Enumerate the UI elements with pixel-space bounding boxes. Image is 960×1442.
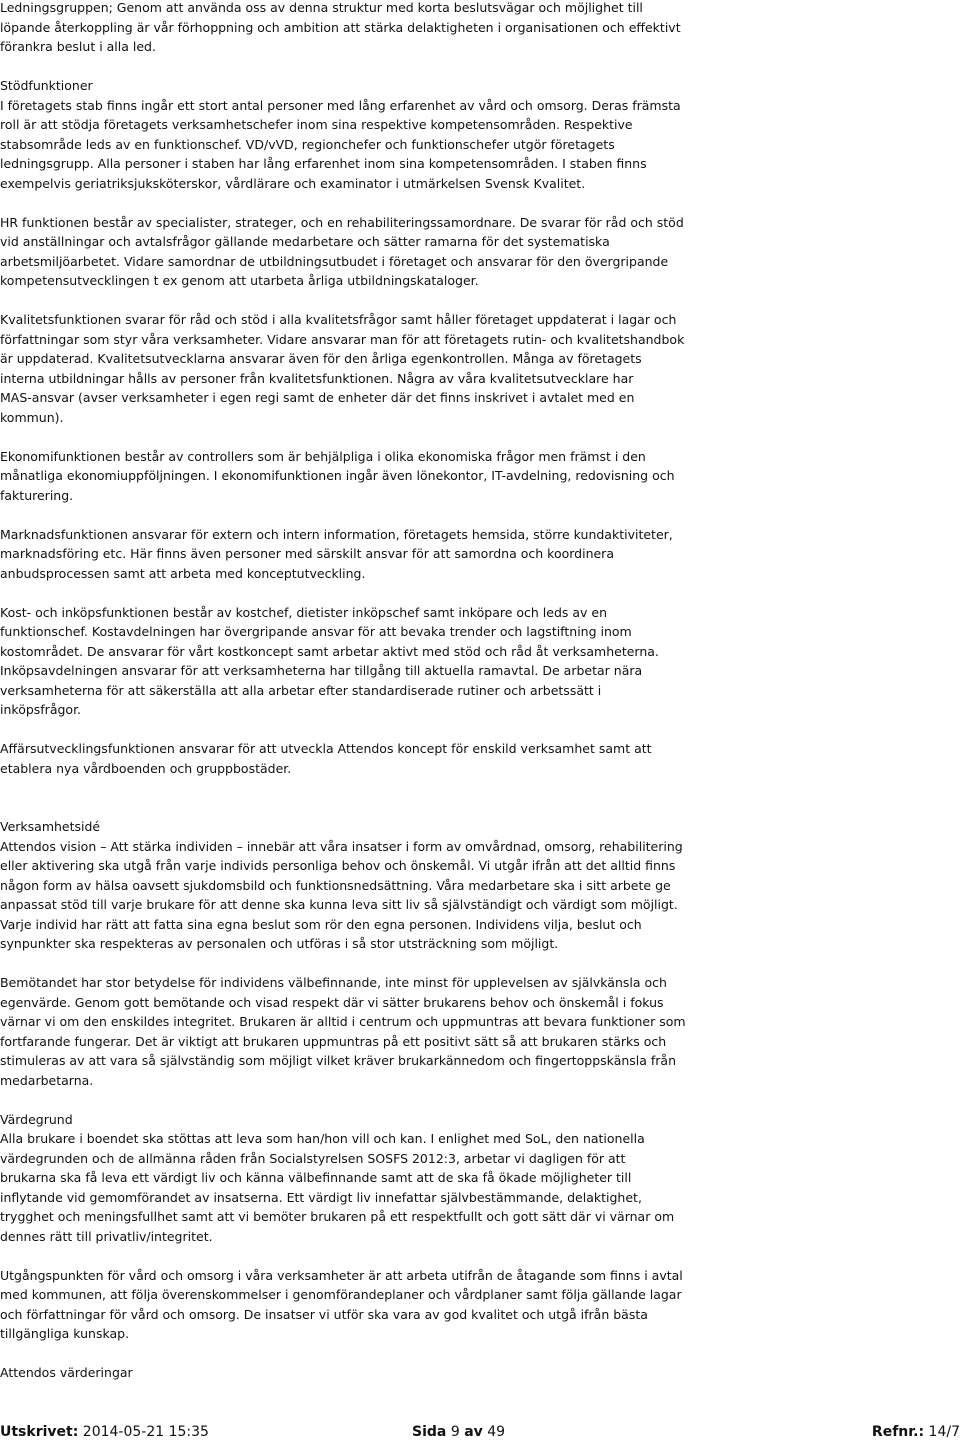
text-line: Stödfunktioner (0, 78, 93, 93)
text-line: MAS-ansvar (avser verksamheter i egen regi samt de enheter där det finns inskrivet i avtalet med en (0, 390, 635, 405)
text-line: brukarna ska få leva ett värdigt liv och känna välbefinnande samt att de ska få ökade möjligheter till (0, 1170, 632, 1185)
paragraph (0, 817, 960, 973)
page-current: 9 (450, 1424, 460, 1440)
paragraph-spacer (0, 505, 960, 525)
text-line: Utgångspunkten för vård och omsorg i våra verksamheter är att arbeta utifrån de åtagande som finns i avtal (0, 1267, 683, 1283)
paragraph (0, 1110, 960, 1266)
paragraph (0, 525, 960, 603)
text-line: förankra beslut i alla led. (0, 39, 156, 54)
text-line: medarbetarna. (0, 1072, 94, 1088)
text-line: Affärsutvecklingsfunktionen ansvarar för att utveckla Attendos koncept för enskild verksamhet samt att (0, 741, 652, 756)
text-line: arbetsmiljöarbetet. Vidare samordnar de utbildningsutbudet i företaget och ansvarar för den övergripande (0, 253, 669, 269)
text-line: Attendos värderingar (0, 1365, 133, 1380)
text-line: dennes rätt till privatliv/integritet. (0, 1228, 213, 1244)
text-line: anpassat stöd till varje brukare för att denne ska kunna leva sitt liv så självständigt och värdigt som möjligt. (0, 897, 678, 912)
text-line: fortfarande fungerar. Det är viktigt att brukaren uppmuntras på ett positivt sätt så att brukaren stärks och (0, 1033, 667, 1049)
paragraph (0, 1363, 960, 1383)
text-line: marknadsföring etc. Här finns även personer med särskilt ansvar för att samordna och koordinera (0, 546, 614, 561)
text-line: kompetensutvecklingen t ex genom att utarbeta årliga utbildningskataloger. (0, 273, 479, 288)
text-line: exempelvis geriatriksjuksköterskor, vårdlärare och examinator i utmärkelsen Svensk Kvalitet. (0, 175, 586, 191)
paragraph (0, 447, 960, 525)
paragraph (0, 1266, 960, 1364)
paragraph-spacer (0, 1344, 960, 1364)
text-line: Bemötandet har stor betydelse för individens välbefinnande, inte minst för upplevelsen av självkänsla och (0, 975, 667, 990)
text-line: synpunkter ska respekteras av personalen och utföras i så stor utsträckning som möjligt. (0, 936, 559, 951)
reference-number (872, 1422, 960, 1442)
paragraph-spacer (0, 778, 960, 798)
text-line: interna utbildningar hålls av personer från kvalitetsfunktionen. Några av våra kvalitetsutvecklare har (0, 370, 634, 386)
page-label: Sida (412, 1424, 447, 1440)
text-line: Värdegrund (0, 1111, 73, 1127)
ref-value: 14/7 (928, 1424, 960, 1440)
paragraph (0, 213, 960, 311)
paragraph (0, 973, 960, 1110)
paragraph-spacer (0, 720, 960, 740)
page-total: 49 (487, 1424, 506, 1440)
text-line: verksamheterna för att säkerställa att alla arbetar efter standardiserade rutiner och arbetssätt i (0, 682, 602, 698)
text-line: anbudsprocessen samt att arbeta med konceptutveckling. (0, 565, 366, 581)
printed-value: 2014-05-21 15:35 (82, 1424, 209, 1440)
text-line: Attendos vision – Att stärka individen – innebär att våra insatser i form av omvårdnad, omsorg, rehabilitering (0, 838, 683, 854)
text-line: etablera nya vårdboenden och gruppbostäder. (0, 760, 292, 776)
text-line: Inköpsavdelningen ansvarar för att verksamheterna har tillgång till aktuella ramavtal. De arbetar nära (0, 663, 643, 678)
paragraph (0, 310, 960, 447)
text-line: eller aktivering ska utgå från varje individs personliga behov och önskemål. Vi utgår ifrån att det alltid finns (0, 858, 676, 873)
text-line: kostområdet. De ansvarar för vårt kostkoncept samt arbetar aktivt med stöd och råd åt verksamheterna. (0, 643, 659, 659)
text-line: vid anställningar och avtalsfrågor gällande medarbetare och sätter ramarna för det systematiska (0, 234, 610, 249)
printed-label: Utskrivet: (0, 1424, 79, 1440)
text-line: och författningar för vård och omsorg. De insatser vi utför ska vara av god kvalitet och utgå ifrån bästa (0, 1306, 648, 1322)
ref-label: Refnr.: (871, 1424, 925, 1440)
paragraph-spacer (0, 1090, 960, 1110)
text-line: Varje individ har rätt att fatta sina egna beslut som rör den egna personen. Individens vilja, beslut och (0, 916, 642, 932)
page-number (412, 1422, 505, 1442)
text-line: funktionschef. Kostavdelningen har övergripande ansvar för att bevaka trender och lagstiftning inom (0, 624, 632, 639)
paragraph-spacer (0, 193, 960, 213)
paragraph-spacer (0, 57, 960, 77)
paragraph-spacer (0, 798, 960, 818)
printed-date (0, 1422, 209, 1442)
page-of: av (464, 1424, 483, 1440)
text-line: HR funktionen består av specialister, strateger, och en rehabiliteringssamordnare. De svarar för råd och stöd (0, 214, 684, 230)
text-line: värnar vi om den enskildes integritet. Brukaren är alltid i centrum och uppmuntras att bevara funktioner som (0, 1014, 686, 1029)
text-line: stabsområde leds av en funktionschef. VD/vVD, regionchefer och funktionschefer utgör företagets (0, 136, 615, 152)
paragraph (0, 603, 960, 740)
page-footer (0, 1422, 960, 1442)
text-line: Marknadsfunktionen ansvarar för extern och intern information, företagets hemsida, större kundaktiviteter, (0, 526, 673, 542)
text-line: med kommunen, att följa överenskommelser i genomförandeplaner och vårdplaner samt följa gällande lagar (0, 1287, 682, 1302)
text-line: Ledningsgruppen; Genom att använda oss av denna struktur med korta beslutsvägar och möjlighet till (0, 0, 643, 15)
text-line: månatliga ekonomiuppföljningen. I ekonomifunktionen ingår även lönekontor, IT-avdelning, redovisning och (0, 468, 675, 483)
text-line: inköpsfrågor. (0, 702, 82, 717)
paragraph-spacer (0, 1246, 960, 1266)
text-line: Verksamhetsidé (0, 819, 101, 834)
text-line: inflytande vid gemomförandet av insatserna. Ett värdigt liv innefattar självbestämmande, delaktighet, (0, 1189, 642, 1205)
text-line: Kost- och inköpsfunktionen består av kostchef, dietister inköpschef samt inköpare och leds av en (0, 604, 608, 620)
paragraph (0, 0, 960, 76)
text-line: löpande återkoppling är vår förhoppning och ambition att stärka delaktigheten i organisationen och effektivt (0, 19, 681, 35)
paragraph-spacer (0, 954, 960, 974)
text-line: fakturering. (0, 487, 74, 503)
text-line: ledningsgrupp. Alla personer i staben har lång erfarenhet inom sina kompetensområden. I staben finns (0, 156, 647, 171)
paragraph-spacer (0, 427, 960, 447)
paragraph (0, 739, 960, 817)
text-line: tillgängliga kunskap. (0, 1326, 130, 1341)
text-line: kommun). (0, 409, 64, 425)
paragraph-spacer (0, 291, 960, 311)
text-line: Alla brukare i boendet ska stöttas att leva som han/hon vill och kan. I enlighet med SoL, den nationella (0, 1131, 645, 1146)
text-line: författningar som styr våra verksamheter. Vidare ansvarar man för att företagets rutin- och kvalitetshandbok (0, 331, 685, 347)
text-line: egenvärde. Genom gott bemötande och visad respekt där vi sätter brukarens behov och önskemål i fokus (0, 994, 664, 1010)
paragraph (0, 76, 960, 213)
text-line: Ekonomifunktionen består av controllers som är behjälpliga i olika ekonomiska frågor men främst i den (0, 448, 646, 464)
text-line: någon form av hälsa oavsett sjukdomsbild och funktionsnedsättning. Våra medarbetare ska i sitt arbete ge (0, 877, 671, 893)
paragraph-spacer (0, 583, 960, 603)
text-line: Kvalitetsfunktionen svarar för råd och stöd i alla kvalitetsfrågor samt håller företaget uppdaterat i lagar och (0, 312, 677, 327)
text-line: är uppdaterad. Kvalitetsutvecklarna ansvarar även för den årliga egenkontrollen. Många av företagets (0, 351, 642, 366)
text-line: stimuleras av att vara så självständig som möjligt vilket kräver brukarkännedom och fingertoppskänsla från (0, 1053, 677, 1068)
text-line: roll är att stödja företagets verksamhetschefer inom sina respektive kompetensområden. Respektive (0, 117, 633, 132)
text-line: I företagets stab finns ingår ett stort antal personer med lång erfarenhet av vård och omsorg. Deras främsta (0, 97, 681, 113)
text-line: trygghet och meningsfullhet samt att vi bemöter brukaren på ett respektfullt och gott sätt där vi värnar om (0, 1209, 675, 1224)
text-line: värdegrunden och de allmänna råden från Socialstyrelsen SOSFS 2012:3, arbetar vi dagligen för att (0, 1150, 626, 1166)
